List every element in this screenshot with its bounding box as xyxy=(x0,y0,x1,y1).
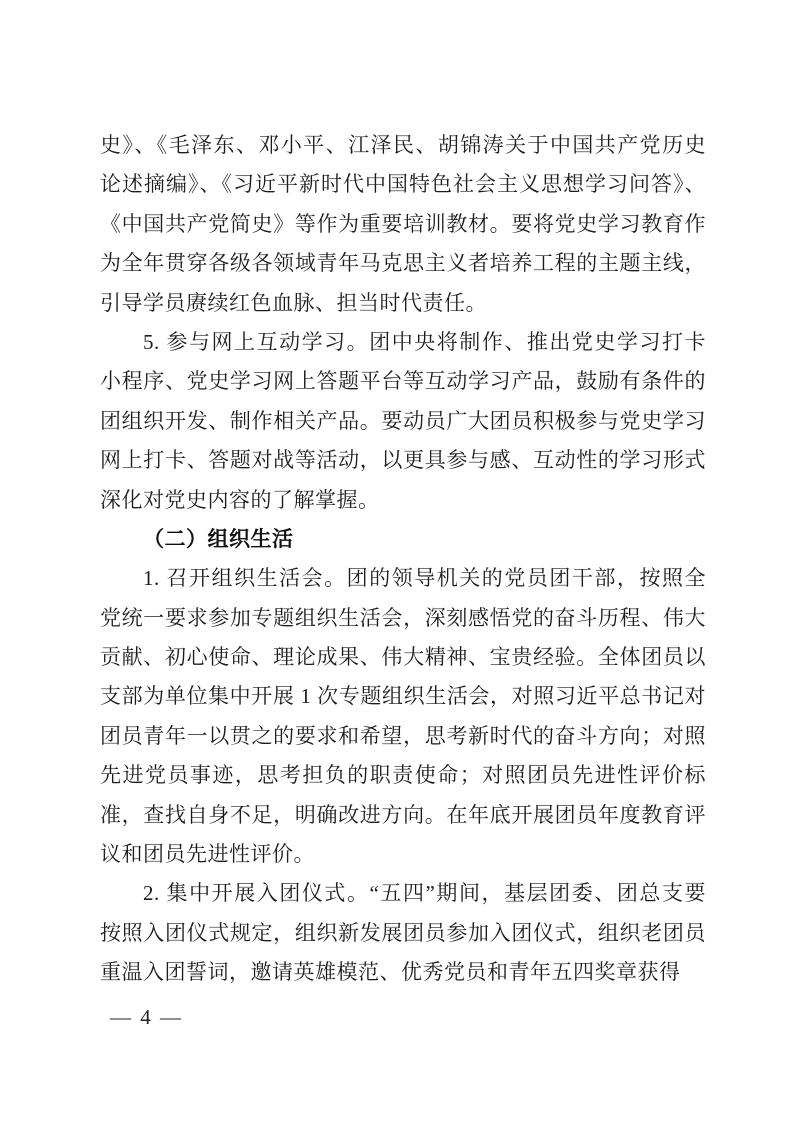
page-number: — 4 — xyxy=(110,1005,183,1029)
text-line: 小程序、党史学习网上答题平台等互动学习产品，鼓励有条件的 xyxy=(100,369,706,394)
text-line: 史》、《毛泽东、邓小平、江泽民、胡锦涛关于中国共产党历史 xyxy=(100,133,706,157)
text-line: 《中国共产党简史》等作为重要培训教材。要将党史学习教育作 xyxy=(100,211,706,236)
text-line: 论述摘编》、《习近平新时代中国特色社会主义思想学习问答》、 xyxy=(100,172,706,197)
section-heading: （二）组织生活 xyxy=(143,526,294,551)
text-line: 为全年贯穿各级各领域青年马克思主义者培养工程的主题主线， xyxy=(100,251,706,276)
text-line: 1. 召开组织生活会。团的领导机关的党员团干部，按照全 xyxy=(143,566,706,591)
text-line: 先进党员事迹，思考担负的职责使命；对照团员先进性评价标 xyxy=(100,763,706,788)
text-line: 贡献、初心使命、理论成果、伟大精神、宝贵经验。全体团员以 xyxy=(100,645,706,670)
text-line: 引导学员赓续红色血脉、担当时代责任。 xyxy=(100,290,487,315)
text-block xyxy=(100,126,706,993)
text-line: 准，查找自身不足，明确改进方向。在年底开展团员年度教育评 xyxy=(100,802,706,827)
text-line: 团组织开发、制作相关产品。要动员广大团员积极参与党史学习 xyxy=(100,408,706,433)
text-line: 议和团员先进性评价。 xyxy=(100,842,315,867)
text-line: 支部为单位集中开展 1 次专题组织生活会，对照习近平总书记对 xyxy=(100,684,706,709)
text-line: 团员青年一以贯之的要求和希望，思考新时代的奋斗方向；对照 xyxy=(100,723,706,748)
text-line: 党统一要求参加专题组织生活会，深刻感悟党的奋斗历程、伟大 xyxy=(100,605,706,630)
text-line: 5. 参与网上互动学习。团中央将制作、推出党史学习打卡 xyxy=(143,329,706,354)
text-line: 按照入团仪式规定，组织新发展团员参加入团仪式，组织老团员 xyxy=(100,920,706,945)
text-line: 2. 集中开展入团仪式。“五四”期间，基层团委、团总支要 xyxy=(143,881,706,906)
text-line: 重温入团誓词，邀请英雄模范、优秀党员和青年五四奖章获得 xyxy=(100,960,681,985)
text-line: 深化对党史内容的了解掌握。 xyxy=(100,487,380,512)
text-line: 网上打卡、答题对战等活动，以更具参与感、互动性的学习形式 xyxy=(100,448,706,473)
